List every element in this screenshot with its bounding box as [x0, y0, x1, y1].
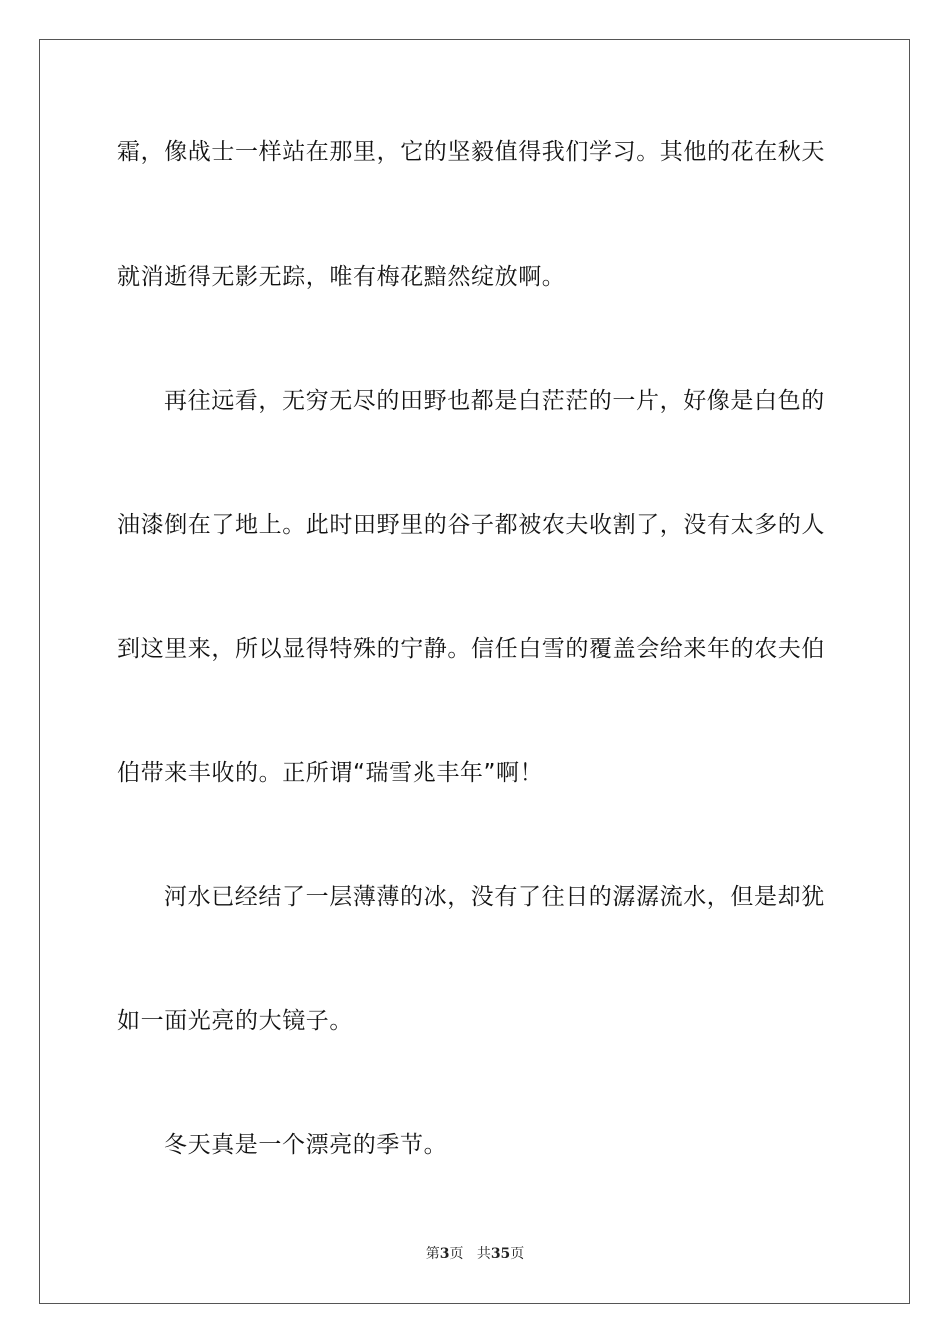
page-border	[39, 39, 910, 1304]
footer-page-prefix: 第	[425, 1246, 440, 1262]
footer-page-number: 3	[439, 1246, 450, 1262]
paragraph-line-2: 就消逝得无影无踪，唯有梅花黯然绽放啊。	[117, 264, 566, 290]
page-footer	[0, 1245, 950, 1263]
footer-total-pages: 35	[490, 1246, 511, 1262]
paragraph-line-9: 冬天真是一个漂亮的季节。	[164, 1132, 448, 1158]
paragraph-line-8: 如一面光亮的大镜子。	[117, 1008, 353, 1034]
paragraph-line-3: 再往远看，无穷无尽的田野也都是白茫茫的一片，好像是白色的	[164, 388, 825, 414]
paragraph-line-1: 霜，像战士一样站在那里，它的坚毅值得我们学习。其他的花在秋天	[117, 139, 825, 165]
paragraph-line-6: 伯带来丰收的。正所谓“瑞雪兆丰年”啊！	[117, 760, 544, 786]
footer-total-suffix: 页	[510, 1246, 525, 1262]
paragraph-line-7: 河水已经结了一层薄薄的冰，没有了往日的潺潺流水，但是却犹	[164, 884, 825, 910]
paragraph-line-5: 到这里来，所以显得特殊的宁静。信任白雪的覆盖会给来年的农夫伯	[117, 636, 825, 662]
footer-page-suffix: 页	[449, 1246, 464, 1262]
footer-total-prefix: 共	[476, 1246, 491, 1262]
paragraph-line-4: 油漆倒在了地上。此时田野里的谷子都被农夫收割了，没有太多的人	[117, 512, 825, 538]
